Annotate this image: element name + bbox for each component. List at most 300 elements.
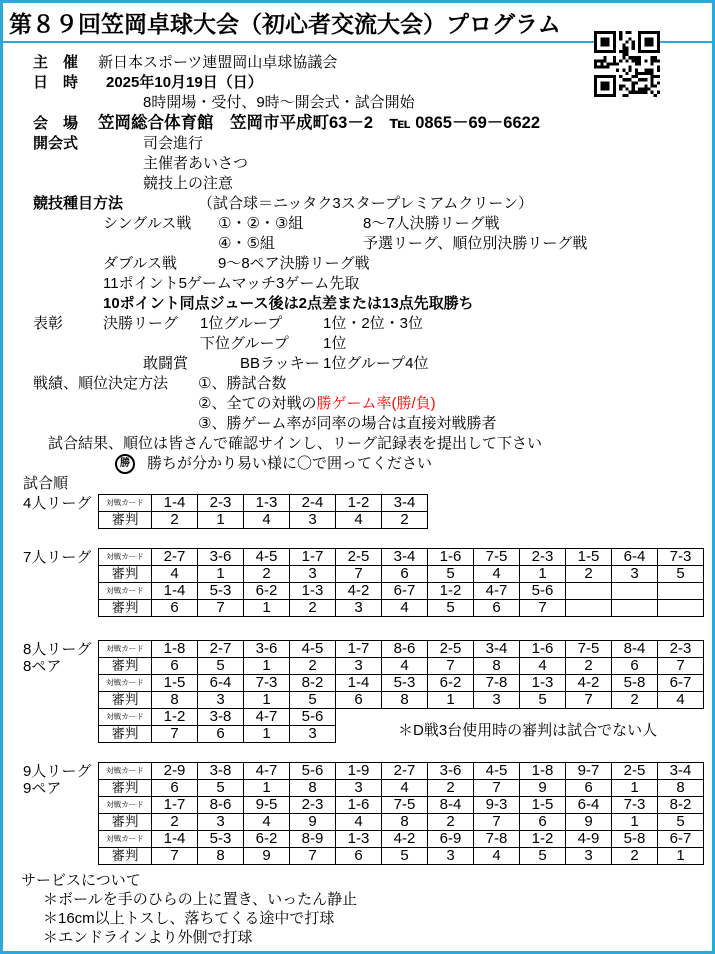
row-header: 対戦カード: [99, 675, 152, 692]
referee-row: [99, 692, 704, 709]
service-item: ＊ボールを手のひらの上に置き、いったん静止: [43, 891, 358, 908]
match-card-cell: 6-7: [658, 831, 704, 848]
card-row: [99, 495, 428, 512]
referee-cell: 7: [520, 600, 566, 617]
referee-cell: 1: [244, 780, 290, 797]
referee-cell: 3: [290, 726, 336, 743]
referee-cell: 7: [152, 726, 198, 743]
referee-cell: 4: [382, 780, 428, 797]
venue-row: [3, 113, 712, 134]
referee-cell: 1: [658, 848, 704, 865]
singles-group-1: ①・②・③組: [218, 215, 304, 232]
ceremony-item: 競技上の注意: [143, 175, 234, 192]
card-row: [99, 831, 704, 848]
match-card-cell: 5-3: [382, 675, 428, 692]
referee-cell: [658, 600, 704, 617]
referee-cell: 1: [244, 658, 290, 675]
match-card-cell: 8-6: [198, 797, 244, 814]
referee-cell: 9: [244, 848, 290, 865]
awards-cell: 1位・2位・3位: [323, 315, 424, 332]
referee-cell: 6: [566, 780, 612, 797]
ceremony-item: 主催者あいさつ: [143, 155, 249, 172]
league-block: [23, 548, 712, 617]
match-card-cell: 3-6: [244, 641, 290, 658]
match-card-cell: 1-7: [152, 797, 198, 814]
points-rule: 11ポイント5ゲームマッチ3ゲーム先取: [103, 275, 360, 292]
referee-cell: 6: [520, 814, 566, 831]
referee-cell: 9: [566, 814, 612, 831]
match-card-cell: 6-7: [382, 583, 428, 600]
doubles-desc: 9～8ペア決勝リーグ戦: [218, 255, 370, 272]
match-card-cell: 4-7: [244, 763, 290, 780]
match-card-cell: 2-3: [290, 797, 336, 814]
referee-cell: 3: [336, 658, 382, 675]
match-card-cell: 1-3: [244, 495, 290, 512]
awards-cell: 下位グループ: [200, 335, 289, 352]
referee-cell: 2: [290, 600, 336, 617]
referee-cell: 2: [428, 814, 474, 831]
match-card-cell: 5-3: [198, 583, 244, 600]
singles-row-1: [3, 214, 712, 234]
match-card-cell: 1-3: [336, 831, 382, 848]
card-row: [99, 549, 704, 566]
result-note: 試合結果、順位は皆さんで確認サインし、リーグ記録表を提出して下さい: [48, 435, 542, 452]
service-section: [21, 871, 712, 947]
referee-cell: 8: [290, 780, 336, 797]
referee-cell: [612, 600, 658, 617]
match-card-cell: 1-5: [566, 549, 612, 566]
referee-cell: 7: [290, 848, 336, 865]
match-card-cell: 5-3: [198, 831, 244, 848]
datetime-detail: 8時開場・受付、9時～開会式・試合開始: [143, 94, 415, 111]
referee-cell: 2: [428, 780, 474, 797]
league-block: [23, 494, 712, 529]
match-card-cell: 4-7: [244, 709, 290, 726]
match-card-cell: 5-6: [520, 583, 566, 600]
match-card-cell: 7-5: [382, 797, 428, 814]
referee-cell: 4: [244, 512, 290, 529]
referee-cell: 2: [382, 512, 428, 529]
referee-cell: 8: [198, 848, 244, 865]
points-rule-row: [3, 274, 712, 294]
organizer-label: 主 催: [33, 54, 79, 71]
referee-cell: 7: [428, 658, 474, 675]
row-header: 審判: [99, 512, 152, 529]
service-item: ＊エンドラインより外側で打球: [43, 929, 253, 946]
table-note: ＊D戦3台使用時の審判は試合でない人: [398, 722, 658, 739]
standings-label: 戦績、順位決定方法: [33, 375, 169, 392]
match-card-cell: [658, 583, 704, 600]
referee-cell: 2: [566, 566, 612, 583]
match-card-cell: 3-8: [198, 763, 244, 780]
awards-row-2: [3, 334, 712, 354]
match-card-cell: 1-5: [520, 797, 566, 814]
venue-value: 笠岡総合体育館 笠岡市平成町63－2 ℡ 0865－69－6622: [98, 114, 541, 132]
singles-row-2: [3, 234, 712, 254]
singles-label: シングルス戦: [103, 215, 192, 232]
row-header: 対戦カード: [99, 709, 152, 726]
match-card-cell: 8-2: [290, 675, 336, 692]
row-header: 審判: [99, 848, 152, 865]
match-card-cell: 4-2: [336, 583, 382, 600]
card-row: [99, 763, 704, 780]
match-card-cell: 2-4: [290, 495, 336, 512]
match-card-cell: 8-6: [382, 641, 428, 658]
doubles-row: [3, 254, 712, 274]
match-card-cell: 3-6: [428, 763, 474, 780]
row-header: 対戦カード: [99, 831, 152, 848]
match-card-cell: 1-3: [290, 583, 336, 600]
row-header: 対戦カード: [99, 797, 152, 814]
referee-cell: 8: [382, 692, 428, 709]
match-card-cell: 6-2: [244, 583, 290, 600]
league-block: [23, 762, 712, 865]
match-card-cell: 2-5: [612, 763, 658, 780]
referee-cell: 4: [520, 658, 566, 675]
row-header: 対戦カード: [99, 763, 152, 780]
match-card-cell: 6-7: [658, 675, 704, 692]
singles-group-2: ④・⑤組: [218, 235, 275, 252]
league-table: [98, 548, 704, 617]
referee-cell: 1: [198, 512, 244, 529]
match-card-cell: 1-4: [152, 583, 198, 600]
match-card-cell: 4-5: [474, 763, 520, 780]
match-card-cell: 9-5: [244, 797, 290, 814]
singles-desc-1: 8～7人決勝リーグ戦: [363, 215, 500, 232]
row-header: 審判: [99, 726, 152, 743]
referee-row: [99, 566, 704, 583]
referee-cell: 3: [198, 814, 244, 831]
referee-cell: 7: [336, 566, 382, 583]
awards-label: 表彰: [33, 315, 64, 332]
referee-cell: 3: [290, 566, 336, 583]
method-row: [3, 194, 712, 214]
match-card-cell: 6-2: [244, 831, 290, 848]
referee-cell: 4: [244, 814, 290, 831]
referee-cell: 3: [612, 566, 658, 583]
circle-note: 勝ちが分かり易い様に〇で囲ってください: [147, 455, 433, 472]
referee-cell: 3: [290, 512, 336, 529]
referee-cell: 6: [336, 848, 382, 865]
awards-row-1: [3, 314, 712, 334]
match-card-cell: 1-9: [336, 763, 382, 780]
row-header: 対戦カード: [99, 549, 152, 566]
match-card-cell: 2-5: [336, 549, 382, 566]
referee-cell: 8: [658, 780, 704, 797]
ceremony-item: 司会進行: [143, 135, 204, 152]
row-header: 審判: [99, 600, 152, 617]
league-label: 9人リーグ 9ペア: [23, 763, 92, 797]
row-header: 審判: [99, 814, 152, 831]
awards-cell: 1位: [323, 335, 347, 352]
row-header: 審判: [99, 658, 152, 675]
match-card-cell: 2-5: [428, 641, 474, 658]
match-card-cell: 9-3: [474, 797, 520, 814]
standings-row-3: [3, 414, 712, 434]
match-card-cell: 2-7: [152, 549, 198, 566]
awards-cell: 1位グループ4位: [323, 355, 429, 372]
referee-cell: 5: [658, 814, 704, 831]
datetime-value: 2025年10月19日（日）: [106, 74, 263, 91]
referee-cell: 5: [520, 692, 566, 709]
referee-cell: 7: [198, 600, 244, 617]
match-card-cell: 3-4: [658, 763, 704, 780]
method-label: 競技種目方法: [33, 195, 124, 212]
match-card-cell: 5-8: [612, 675, 658, 692]
match-card-cell: 6-4: [566, 797, 612, 814]
referee-cell: 2: [612, 692, 658, 709]
deuce-rule: 10ポイント同点ジュース後は2点差または13点先取勝ち: [103, 295, 474, 312]
referee-cell: 6: [152, 780, 198, 797]
league-table: [98, 494, 428, 529]
referee-cell: 4: [336, 814, 382, 831]
match-card-cell: 2-7: [198, 641, 244, 658]
referee-cell: 5: [198, 658, 244, 675]
referee-cell: 5: [428, 600, 474, 617]
referee-cell: 9: [290, 814, 336, 831]
match-card-cell: 1-2: [520, 831, 566, 848]
match-card-cell: 7-3: [612, 797, 658, 814]
content: [3, 43, 712, 947]
circled-win-mark-icon: 勝: [115, 454, 135, 474]
standings-item-1: ①、勝試合数: [198, 375, 287, 392]
referee-cell: 6: [474, 600, 520, 617]
referee-cell: 7: [658, 658, 704, 675]
referee-cell: 3: [474, 692, 520, 709]
doubles-label: ダブルス戦: [103, 255, 177, 272]
standings-item-3: ③、勝ゲーム率が同率の場合は直接対戦勝者: [198, 415, 497, 432]
schedule-heading: 試合順: [23, 475, 69, 492]
row-header: 対戦カード: [99, 641, 152, 658]
referee-cell: 6: [612, 658, 658, 675]
referee-cell: 1: [428, 692, 474, 709]
standings-item-2: ②、全ての対戦の: [198, 395, 317, 412]
match-card-cell: 7-8: [474, 831, 520, 848]
referee-cell: 1: [520, 566, 566, 583]
referee-cell: 3: [198, 692, 244, 709]
referee-cell: 2: [612, 848, 658, 865]
referee-cell: 1: [244, 692, 290, 709]
ceremony-row: [3, 174, 712, 194]
referee-cell: 4: [382, 658, 428, 675]
venue-label: 会 場: [33, 115, 79, 132]
referee-cell: 4: [658, 692, 704, 709]
referee-cell: 4: [382, 600, 428, 617]
referee-cell: 6: [152, 658, 198, 675]
referee-cell: 5: [290, 692, 336, 709]
referee-row: [99, 512, 428, 529]
match-card-cell: 1-5: [152, 675, 198, 692]
referee-cell: 5: [382, 848, 428, 865]
match-card-cell: 6-4: [612, 549, 658, 566]
row-header: 審判: [99, 780, 152, 797]
referee-cell: 5: [520, 848, 566, 865]
page-title: 第８９回笠岡卓球大会（初心者交流大会）プログラム: [3, 3, 712, 43]
match-card-cell: 7-3: [244, 675, 290, 692]
referee-cell: 5: [428, 566, 474, 583]
referee-cell: 6: [198, 726, 244, 743]
match-card-cell: 1-2: [336, 495, 382, 512]
awards-row-3: [3, 354, 712, 374]
league-block: [23, 640, 712, 743]
awards-cell: 敢闘賞: [143, 355, 189, 372]
match-card-cell: 6-2: [428, 675, 474, 692]
referee-cell: 8: [382, 814, 428, 831]
referee-cell: 1: [198, 566, 244, 583]
match-card-cell: 4-2: [566, 675, 612, 692]
match-card-cell: 6-4: [198, 675, 244, 692]
referee-cell: 4: [474, 566, 520, 583]
match-card-cell: 6-9: [428, 831, 474, 848]
league-label: 8人リーグ 8ペア: [23, 641, 92, 675]
referee-cell: 5: [658, 566, 704, 583]
card-row: [99, 583, 704, 600]
match-card-cell: 1-8: [520, 763, 566, 780]
referee-cell: 6: [152, 600, 198, 617]
ceremony-row: [3, 134, 712, 154]
match-card-cell: 8-9: [290, 831, 336, 848]
league-blocks: [3, 494, 712, 865]
referee-cell: 8: [152, 692, 198, 709]
organizer-value: 新日本スポーツ連盟岡山卓球協議会: [98, 54, 338, 71]
referee-cell: 9: [520, 780, 566, 797]
match-card-cell: 2-3: [658, 641, 704, 658]
match-card-cell: 1-7: [336, 641, 382, 658]
match-card-cell: 1-2: [152, 709, 198, 726]
row-header: 対戦カード: [99, 495, 152, 512]
referee-cell: 6: [382, 566, 428, 583]
match-card-cell: 1-3: [520, 675, 566, 692]
referee-row: [99, 780, 704, 797]
match-card-cell: 8-2: [658, 797, 704, 814]
referee-cell: 3: [336, 600, 382, 617]
singles-desc-2: 予選リーグ、順位別決勝リーグ戦: [363, 235, 588, 252]
match-card-cell: 3-4: [474, 641, 520, 658]
referee-cell: 4: [336, 512, 382, 529]
referee-cell: [566, 600, 612, 617]
match-card-cell: 7-5: [566, 641, 612, 658]
match-card-cell: 3-4: [382, 549, 428, 566]
match-card-cell: [612, 583, 658, 600]
match-card-cell: 5-6: [290, 763, 336, 780]
match-card-cell: 4-9: [566, 831, 612, 848]
referee-cell: 3: [566, 848, 612, 865]
match-card-cell: 8-4: [612, 641, 658, 658]
referee-cell: 7: [474, 780, 520, 797]
referee-cell: 1: [244, 726, 290, 743]
match-card-cell: 1-4: [152, 495, 198, 512]
awards-cell: 決勝リーグ: [103, 315, 179, 332]
referee-cell: 2: [152, 512, 198, 529]
match-card-cell: 5-6: [290, 709, 336, 726]
referee-cell: 1: [244, 600, 290, 617]
referee-row: [99, 658, 704, 675]
match-card-cell: 1-6: [336, 797, 382, 814]
card-row: [99, 675, 704, 692]
referee-row: [99, 814, 704, 831]
referee-cell: 1: [612, 780, 658, 797]
standings-row-1: [3, 374, 712, 394]
match-card-cell: 7-3: [658, 549, 704, 566]
match-card-cell: 1-8: [152, 641, 198, 658]
match-card-cell: 5-8: [612, 831, 658, 848]
match-card-cell: 8-4: [428, 797, 474, 814]
referee-cell: 7: [152, 848, 198, 865]
match-card-cell: [566, 583, 612, 600]
schedule-heading-row: [23, 474, 712, 494]
referee-cell: 4: [474, 848, 520, 865]
match-card-cell: 4-2: [382, 831, 428, 848]
card-row: [99, 641, 704, 658]
match-card-cell: 2-3: [520, 549, 566, 566]
referee-cell: 8: [474, 658, 520, 675]
row-header: 対戦カード: [99, 583, 152, 600]
match-card-cell: 7-5: [474, 549, 520, 566]
match-card-cell: 3-8: [198, 709, 244, 726]
deuce-rule-row: [3, 294, 712, 314]
match-card-cell: 1-6: [520, 641, 566, 658]
match-card-cell: 1-6: [428, 549, 474, 566]
match-card-cell: 1-2: [428, 583, 474, 600]
qr-code: [594, 31, 660, 97]
service-heading: サービスについて: [21, 872, 141, 889]
match-card-cell: 1-4: [152, 831, 198, 848]
match-card-cell: 4-5: [290, 641, 336, 658]
match-card-cell: 4-7: [474, 583, 520, 600]
service-item: ＊16cm以上トスし、落ちてくる途中で打球: [43, 910, 335, 927]
match-card-cell: 3-6: [198, 549, 244, 566]
row-header: 審判: [99, 692, 152, 709]
match-card-cell: 7-8: [474, 675, 520, 692]
match-card-cell: 1-7: [290, 549, 336, 566]
referee-cell: 6: [336, 692, 382, 709]
match-card-cell: 3-4: [382, 495, 428, 512]
card-row: [99, 797, 704, 814]
standings-item-2-red: 勝ゲーム率(勝/負): [316, 395, 436, 412]
ceremony-label: 開会式: [33, 135, 79, 152]
referee-cell: 3: [428, 848, 474, 865]
league-label: 4人リーグ: [23, 495, 92, 512]
referee-cell: 2: [290, 658, 336, 675]
referee-cell: 7: [474, 814, 520, 831]
referee-cell: 7: [566, 692, 612, 709]
match-card-cell: 9-7: [566, 763, 612, 780]
ceremony-row: [3, 154, 712, 174]
referee-cell: 2: [244, 566, 290, 583]
referee-cell: 4: [152, 566, 198, 583]
match-card-cell: 2-7: [382, 763, 428, 780]
referee-cell: 2: [566, 658, 612, 675]
referee-cell: 1: [612, 814, 658, 831]
referee-cell: 2: [152, 814, 198, 831]
awards-cell: 1位グループ: [200, 315, 283, 332]
match-card-cell: 1-4: [336, 675, 382, 692]
league-table: [98, 762, 704, 865]
match-card-cell: 2-3: [198, 495, 244, 512]
result-note-row: [3, 434, 712, 454]
standings-row-2: [3, 394, 712, 414]
circle-note-row: [3, 454, 712, 474]
referee-cell: 3: [336, 780, 382, 797]
referee-cell: 5: [198, 780, 244, 797]
referee-row: [99, 848, 704, 865]
ball-note: （試合球＝ニッタク3スタープレミアムクリーン）: [198, 195, 534, 212]
referee-row: [99, 600, 704, 617]
match-card-cell: 2-9: [152, 763, 198, 780]
league-label: 7人リーグ: [23, 549, 92, 566]
row-header: 審判: [99, 566, 152, 583]
match-card-cell: 4-5: [244, 549, 290, 566]
